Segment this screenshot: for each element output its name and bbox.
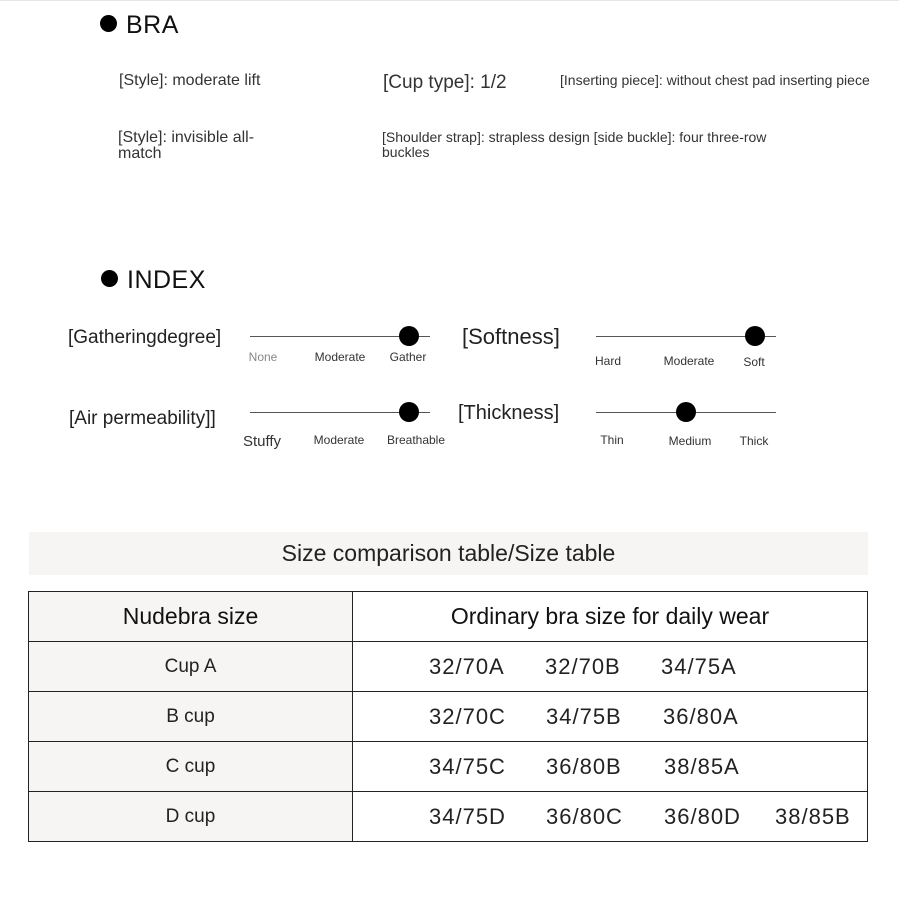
air-permeability-tick-high: Breathable: [386, 433, 446, 447]
header-ordinary-size: Ordinary bra size for daily wear: [353, 592, 868, 642]
softness-tick-mid: Moderate: [663, 354, 715, 368]
row-sizes: [353, 792, 868, 842]
size-value: 34/75A: [661, 653, 737, 679]
row-label: B cup: [29, 692, 353, 742]
bra-heading: [100, 11, 179, 40]
air-permeability-tick-mid: Moderate: [313, 433, 365, 447]
row-label: C cup: [29, 742, 353, 792]
gathering-knob: [399, 326, 419, 346]
table-row: [29, 642, 868, 692]
gathering-tick-low: None: [248, 350, 278, 364]
gathering-tick-mid: Moderate: [314, 350, 366, 364]
thickness-knob: [676, 402, 696, 422]
size-value: 32/70A: [429, 653, 505, 679]
thickness-tick-high: Thick: [739, 434, 769, 448]
index-heading: [101, 266, 206, 295]
size-table-header-row: [29, 592, 868, 642]
size-value: 38/85A: [664, 753, 740, 779]
size-value: 36/80A: [663, 703, 739, 729]
bullet-dot-icon: [101, 270, 118, 287]
index-label-thickness: [Thickness]: [458, 402, 560, 424]
spec-inserting-piece: [Inserting piece]: without chest pad inserting piece: [560, 72, 870, 88]
softness-tick-low: Hard: [594, 354, 622, 368]
air-permeability-knob: [399, 402, 419, 422]
air-permeability-tick-low: Stuffy: [242, 433, 282, 450]
size-value: 36/80D: [664, 803, 741, 829]
size-value: 38/85B: [775, 803, 851, 829]
index-label-air-permeability: [Air permeability]]: [69, 408, 216, 429]
softness-knob: [745, 326, 765, 346]
bullet-dot-icon: [100, 15, 117, 32]
row-sizes: [353, 692, 868, 742]
thickness-tick-mid: Medium: [668, 434, 712, 448]
table-row: [29, 792, 868, 842]
row-sizes: [353, 742, 868, 792]
size-value: 36/80C: [546, 803, 623, 829]
top-divider: [0, 0, 899, 1]
size-value: 34/75B: [546, 703, 622, 729]
size-value: 32/70B: [545, 653, 621, 679]
header-nudebra-size: Nudebra size: [29, 592, 353, 642]
table-row: [29, 692, 868, 742]
size-value: 34/75C: [429, 753, 506, 779]
row-label: Cup A: [29, 642, 353, 692]
size-value: 36/80B: [546, 753, 622, 779]
index-label-softness: [Softness]: [462, 324, 560, 349]
row-label: D cup: [29, 792, 353, 842]
spec-style-invisible: [Style]: invisible all-match: [118, 129, 255, 162]
index-label-gathering: [Gatheringdegree]: [68, 327, 222, 348]
size-table: [28, 591, 868, 842]
thickness-tick-low: Thin: [600, 433, 624, 447]
gathering-tick-high: Gather: [389, 350, 427, 364]
index-heading-text: INDEX: [127, 266, 206, 294]
spec-cup-type: [Cup type]: 1/2: [383, 72, 507, 93]
spec-shoulder-strap: [Shoulder strap]: strapless design [side buckle]: four three-row buckles: [382, 129, 767, 160]
size-table-title: Size comparison table/Size table: [29, 532, 868, 575]
bra-heading-text: BRA: [126, 11, 179, 39]
size-value: 32/70C: [429, 703, 506, 729]
size-value: 34/75D: [429, 803, 506, 829]
spec-style-lift: [Style]: moderate lift: [119, 72, 261, 89]
table-row: [29, 742, 868, 792]
softness-tick-high: Soft: [743, 355, 765, 369]
row-sizes: [353, 642, 868, 692]
